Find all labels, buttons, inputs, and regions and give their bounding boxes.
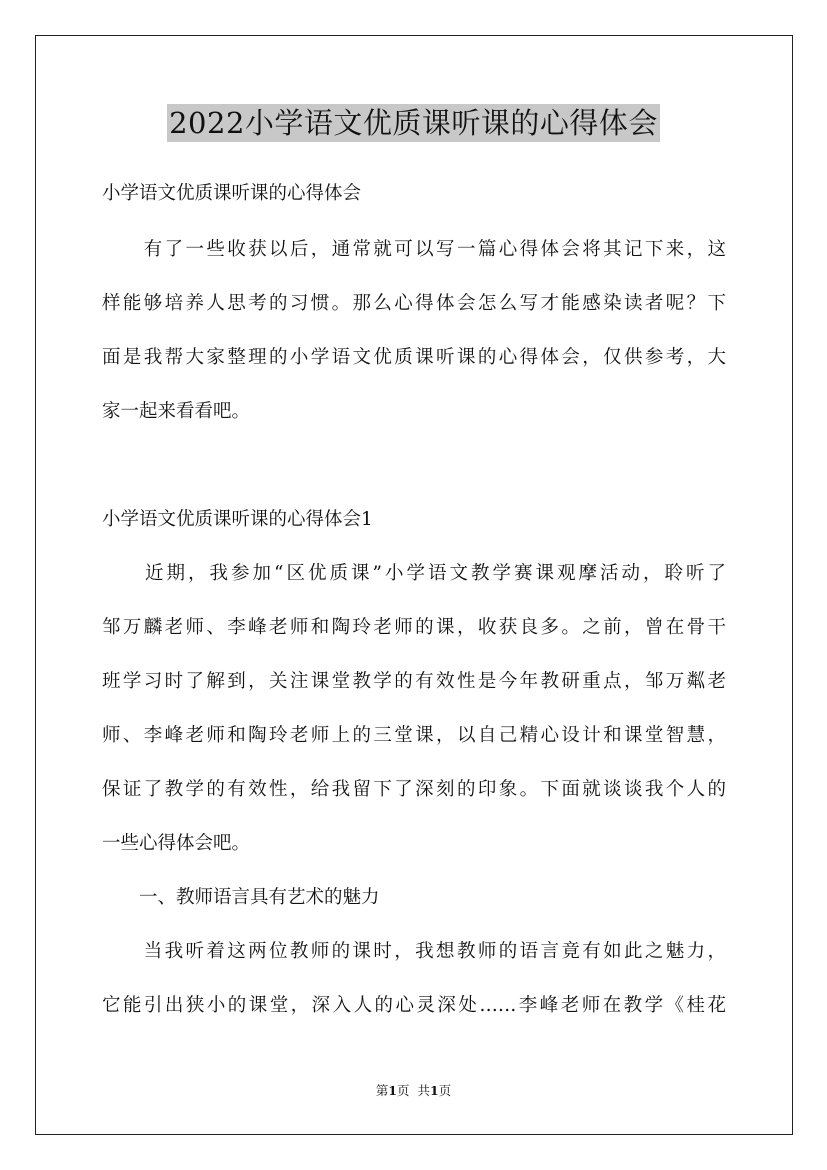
subheading-1: 一、教师语言具有艺术的魅力 xyxy=(102,887,380,908)
body-line-8: 它能引出狭小的课堂，深入人的心灵深处……李峰老师在教学《桂花 xyxy=(102,995,726,1016)
total-pages: 1 xyxy=(429,1083,439,1098)
subtitle-line: 小学语文优质课听课的心得体会 xyxy=(102,183,362,204)
page-number: 1 xyxy=(388,1083,397,1098)
total-suffix: 页 xyxy=(438,1083,452,1098)
body-line-5: 保证了教学的有效性，给我留下了深刻的印象。下面就谈谈我个人的 xyxy=(102,779,726,800)
body-line-3: 班学习时了解到，关注课堂教学的有效性是今年教研重点，邹万粼老 xyxy=(102,671,726,692)
intro-line-4: 家一起来看看吧。 xyxy=(102,401,251,422)
page-prefix: 第 xyxy=(375,1083,389,1098)
page-footer xyxy=(0,1083,827,1099)
total-prefix: 共 xyxy=(417,1083,430,1098)
intro-line-1: 有了一些收获以后，通常就可以写一篇心得体会将其记下来，这 xyxy=(102,239,726,260)
body-line-7: 当我听着这两位教师的课时，我想教师的语言竟有如此之魅力， xyxy=(102,941,726,962)
intro-line-2: 样能够培养人思考的习惯。那么心得体会怎么写才能感染读者呢？下 xyxy=(102,293,726,314)
body-line-2: 邹万麟老师、李峰老师和陶玲老师的课，收获良多。之前，曾在骨干 xyxy=(102,617,726,638)
page-suffix: 页 xyxy=(397,1083,410,1098)
body-line-4: 师、李峰老师和陶玲老师上的三堂课，以自己精心设计和课堂智慧， xyxy=(102,725,726,746)
body-line-1: 近期，我参加“区优质课”小学语文教学赛课观摩活动，聆听了 xyxy=(102,563,726,584)
intro-line-3: 面是我帮大家整理的小学语文优质课听课的心得体会，仅供参考，大 xyxy=(102,347,726,368)
document-title: 2022小学语文优质课听课的心得体会 xyxy=(169,106,658,140)
body-line-6: 一些心得体会吧。 xyxy=(102,833,251,854)
title-container xyxy=(0,104,827,142)
section-heading-1: 小学语文优质课听课的心得体会1 xyxy=(102,509,373,530)
